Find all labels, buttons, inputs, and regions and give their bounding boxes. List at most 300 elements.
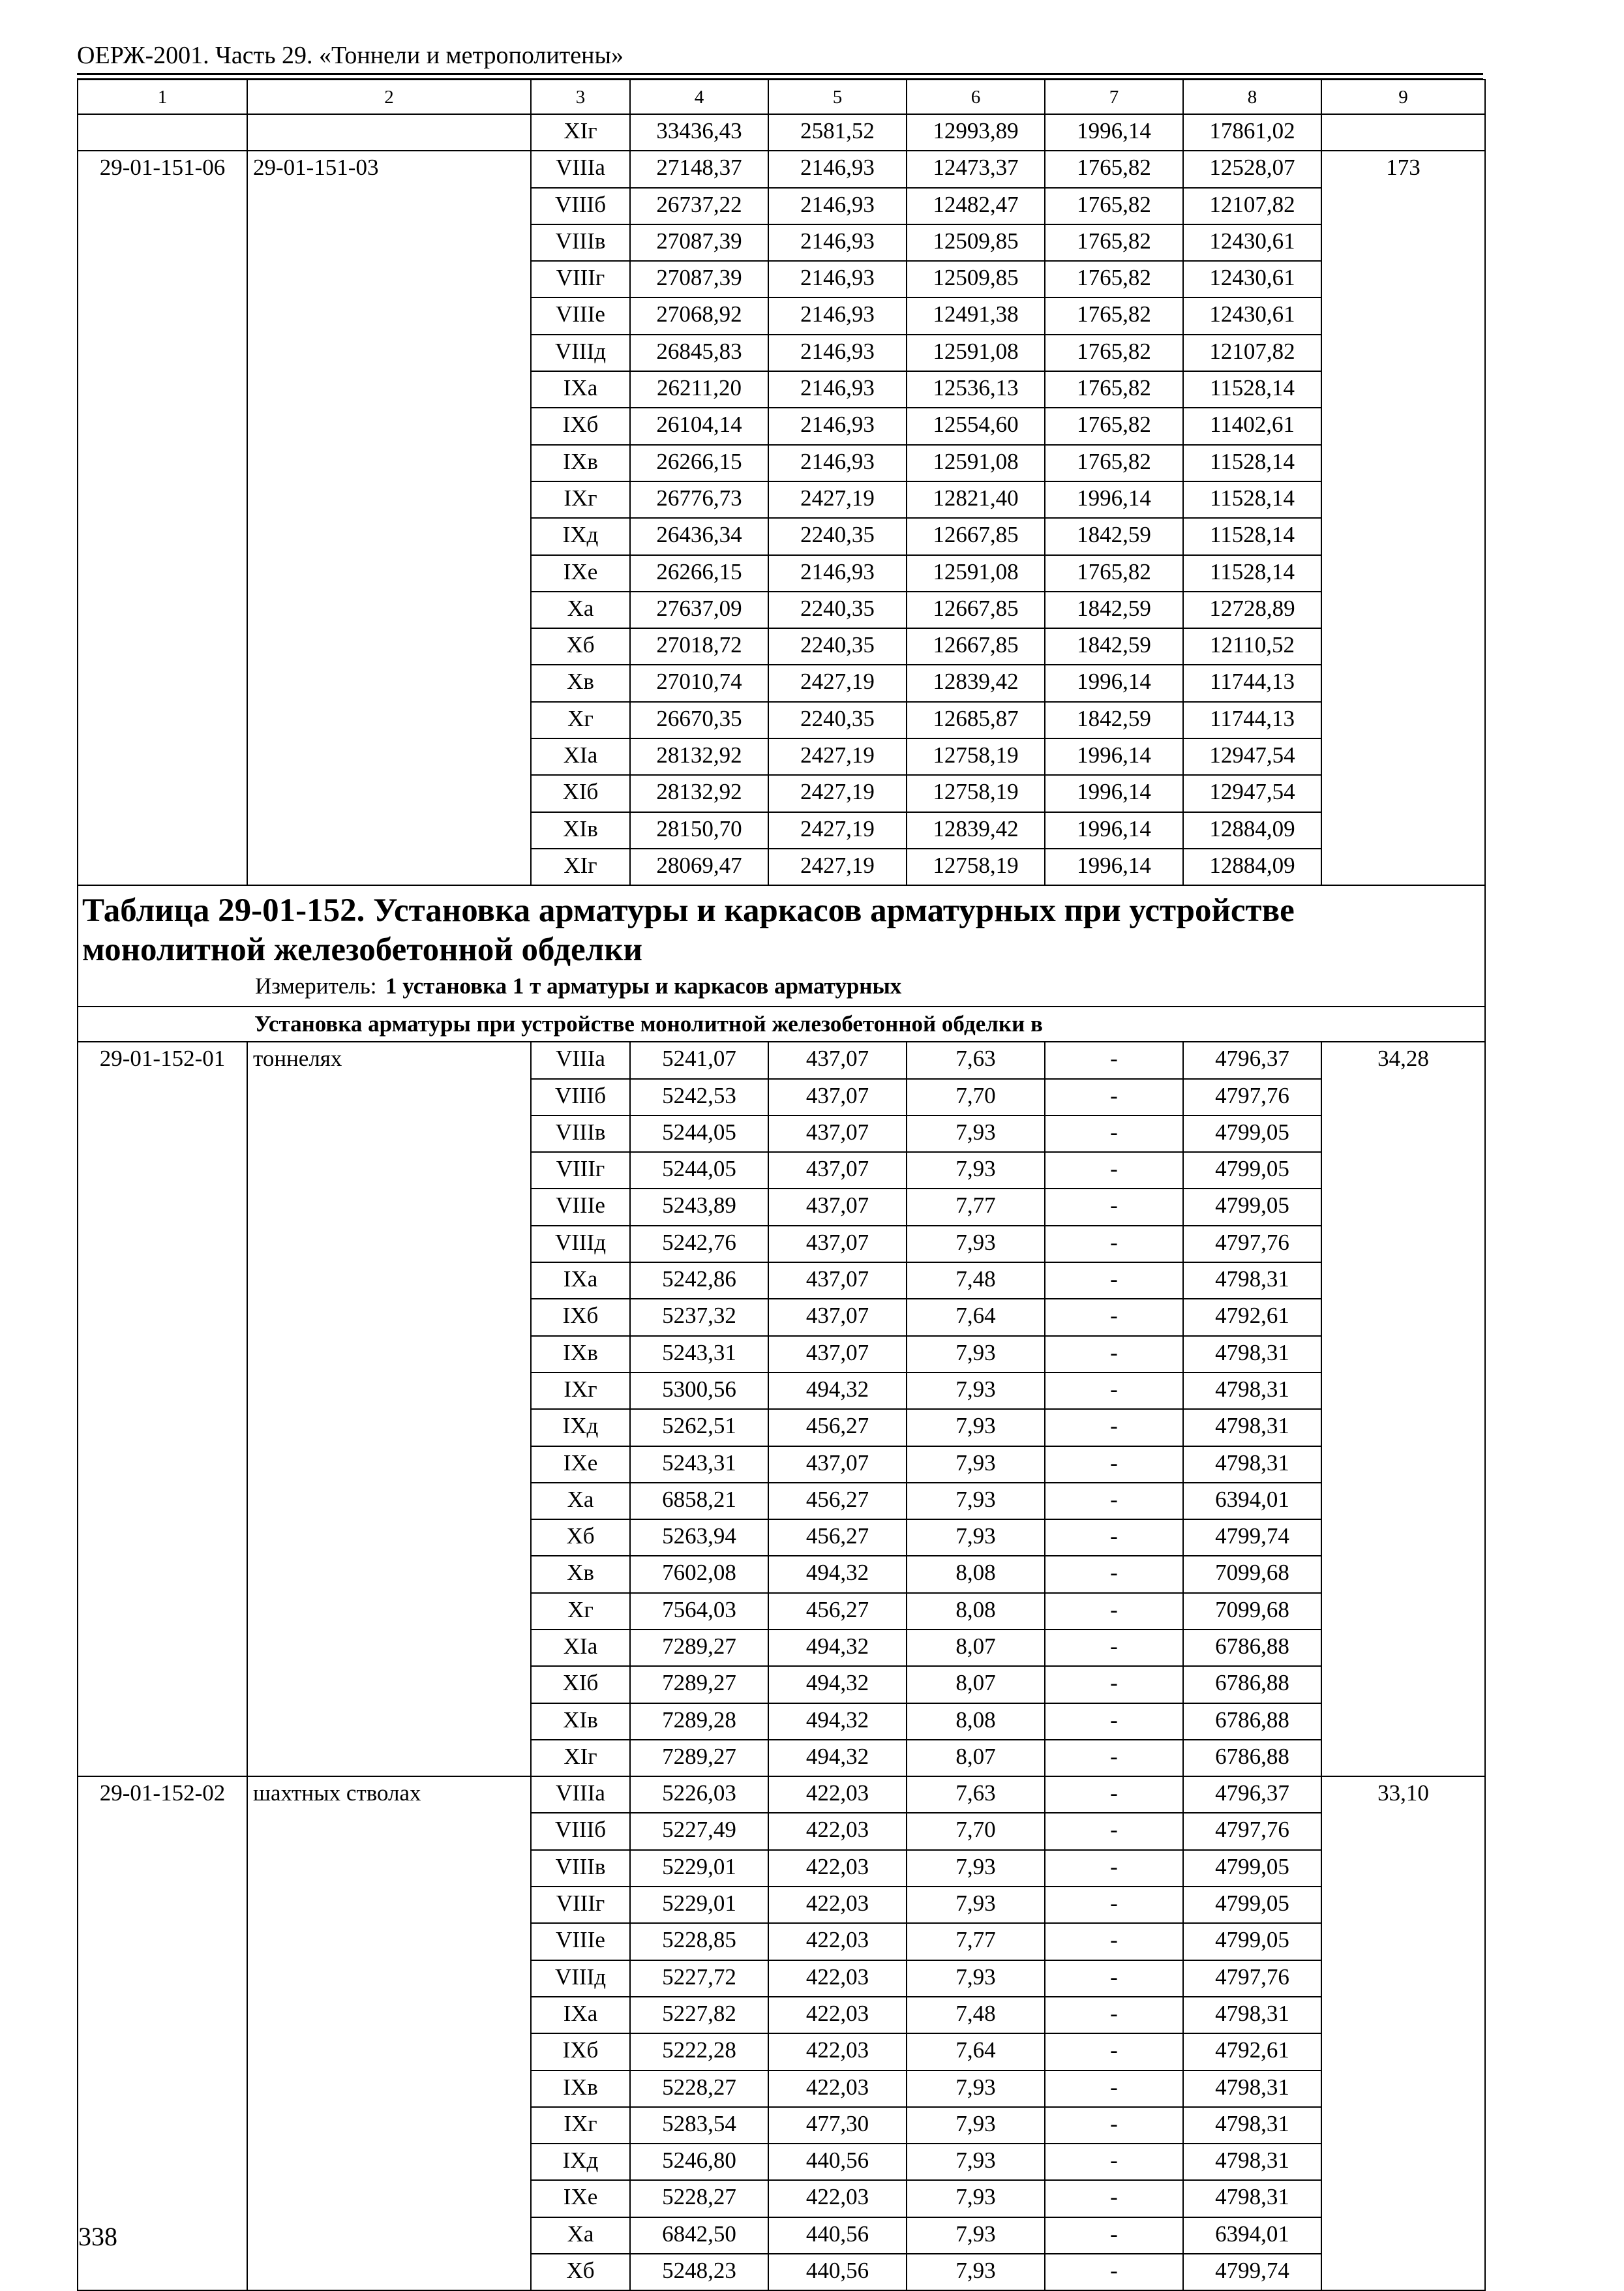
zone-cell: IXв: [531, 445, 630, 481]
code-cell: [78, 224, 247, 261]
table-row: [78, 2033, 1485, 2070]
value-cell: 11402,61: [1183, 408, 1321, 444]
value-cell: 12107,82: [1183, 188, 1321, 224]
code-cell: [78, 518, 247, 554]
table-row: [78, 481, 1485, 518]
value-cell: 7099,68: [1183, 1593, 1321, 1630]
name-cell: [247, 775, 531, 812]
value-cell: 26737,22: [630, 188, 768, 224]
value-cell: 437,07: [768, 1226, 907, 1262]
value-cell: 7,93: [907, 1336, 1045, 1373]
value-cell: 6786,88: [1183, 1703, 1321, 1740]
value-cell: 27087,39: [630, 261, 768, 297]
table-row: [78, 445, 1485, 481]
col9-cell: [1321, 665, 1485, 701]
value-cell: 5241,07: [630, 1042, 768, 1078]
value-cell: 12884,09: [1183, 849, 1321, 885]
value-cell: 477,30: [768, 2107, 907, 2144]
value-cell: 26845,83: [630, 335, 768, 371]
zone-cell: Xб: [531, 1519, 630, 1556]
zone-cell: XIа: [531, 1630, 630, 1666]
code-cell: [78, 2254, 247, 2290]
zone-cell: IXв: [531, 1336, 630, 1373]
table-row: [78, 1813, 1485, 1849]
value-cell: 7,93: [907, 1483, 1045, 1519]
value-cell: 437,07: [768, 1262, 907, 1299]
code-cell: [78, 261, 247, 297]
name-cell: [247, 481, 531, 518]
running-header: ОЕРЖ-2001. Часть 29. «Тоннели и метрополитены»: [77, 42, 624, 69]
zone-cell: XIв: [531, 812, 630, 849]
value-cell: 422,03: [768, 2033, 907, 2070]
value-cell: 7,77: [907, 1923, 1045, 1960]
value-cell: 27010,74: [630, 665, 768, 701]
code-cell: [78, 1409, 247, 1446]
value-cell: -: [1045, 1740, 1183, 1776]
value-cell: 5242,76: [630, 1226, 768, 1262]
value-cell: 4798,31: [1183, 2071, 1321, 2107]
col9-cell: [1321, 1152, 1485, 1189]
value-cell: 7564,03: [630, 1593, 768, 1630]
value-cell: 6786,88: [1183, 1630, 1321, 1666]
value-cell: 7,48: [907, 1262, 1045, 1299]
value-cell: 5243,31: [630, 1446, 768, 1483]
value-cell: 5228,27: [630, 2071, 768, 2107]
code-cell: [78, 1997, 247, 2033]
value-cell: 4798,31: [1183, 1997, 1321, 2033]
value-cell: 7,64: [907, 1299, 1045, 1335]
value-cell: -: [1045, 1850, 1183, 1887]
name-cell: [247, 297, 531, 334]
value-cell: 1765,82: [1045, 188, 1183, 224]
col9-cell: [1321, 2217, 1485, 2254]
code-cell: [78, 335, 247, 371]
zone-cell: IXв: [531, 2071, 630, 2107]
col-number: 7: [1045, 80, 1183, 114]
table-row: [78, 297, 1485, 334]
value-cell: 12667,85: [907, 518, 1045, 554]
zone-cell: VIIIв: [531, 1115, 630, 1152]
table-row: [78, 2180, 1485, 2217]
table-row: [78, 1336, 1485, 1373]
value-cell: 12758,19: [907, 775, 1045, 812]
value-cell: 27018,72: [630, 628, 768, 665]
value-cell: 2240,35: [768, 592, 907, 628]
value-cell: 2146,93: [768, 297, 907, 334]
name-cell: [247, 2254, 531, 2290]
name-cell: [247, 408, 531, 444]
code-cell: [78, 665, 247, 701]
code-cell: [78, 188, 247, 224]
value-cell: 1996,14: [1045, 812, 1183, 849]
table-row: [78, 1189, 1485, 1225]
col-number: 6: [907, 80, 1045, 114]
name-cell: 29-01-151-03: [247, 151, 531, 187]
code-cell: [78, 481, 247, 518]
zone-cell: IXд: [531, 518, 630, 554]
value-cell: -: [1045, 2217, 1183, 2254]
value-cell: 1765,82: [1045, 408, 1183, 444]
table-row: [78, 849, 1485, 885]
value-cell: 5244,05: [630, 1152, 768, 1189]
name-cell: [247, 1630, 531, 1666]
value-cell: 494,32: [768, 1740, 907, 1776]
subheading-row: [78, 1007, 1485, 1042]
table-row: [78, 371, 1485, 408]
value-cell: 12430,61: [1183, 224, 1321, 261]
code-cell: [78, 555, 247, 592]
name-cell: [247, 1813, 531, 1849]
value-cell: 437,07: [768, 1115, 907, 1152]
value-cell: 27148,37: [630, 151, 768, 187]
name-cell: [247, 702, 531, 738]
value-cell: 7,93: [907, 1226, 1045, 1262]
value-cell: 12947,54: [1183, 738, 1321, 775]
col9-cell: [1321, 738, 1485, 775]
value-cell: 1996,14: [1045, 481, 1183, 518]
value-cell: 4798,31: [1183, 1262, 1321, 1299]
code-cell: [78, 1373, 247, 1409]
value-cell: 7,93: [907, 1446, 1045, 1483]
value-cell: 4798,31: [1183, 1446, 1321, 1483]
table-row: [78, 1666, 1485, 1703]
zone-cell: VIIIб: [531, 1079, 630, 1115]
table-row: [78, 1960, 1485, 1997]
table-row: [78, 592, 1485, 628]
name-cell: тоннелях: [247, 1042, 531, 1078]
zone-cell: IXа: [531, 1997, 630, 2033]
value-cell: 5229,01: [630, 1887, 768, 1923]
code-cell: [78, 1152, 247, 1189]
value-cell: 440,56: [768, 2144, 907, 2180]
table-row: [78, 812, 1485, 849]
code-cell: 29-01-152-01: [78, 1042, 247, 1078]
zone-cell: Xа: [531, 592, 630, 628]
value-cell: -: [1045, 1630, 1183, 1666]
col9-cell: [1321, 812, 1485, 849]
value-cell: 7,93: [907, 2180, 1045, 2217]
zone-cell: VIIIе: [531, 297, 630, 334]
col9-cell: [1321, 408, 1485, 444]
table-row: [78, 1409, 1485, 1446]
value-cell: 7,93: [907, 1373, 1045, 1409]
value-cell: 2240,35: [768, 702, 907, 738]
page-number: 338: [78, 2222, 117, 2251]
code-cell: [78, 1703, 247, 1740]
table-title: Таблица 29-01-152. Установка арматуры и каркасов арматурных при устройстве монолитной железобетонной обделки: [82, 892, 1295, 969]
name-cell: [247, 224, 531, 261]
zone-cell: VIIIд: [531, 335, 630, 371]
zone-cell: VIIIг: [531, 261, 630, 297]
code-cell: [78, 1813, 247, 1849]
col9-cell: [1321, 1409, 1485, 1446]
table-row: [78, 2217, 1485, 2254]
code-cell: [78, 1483, 247, 1519]
value-cell: 11528,14: [1183, 481, 1321, 518]
col9-cell: [1321, 1373, 1485, 1409]
value-cell: 437,07: [768, 1189, 907, 1225]
col9-cell: 34,28: [1321, 1042, 1485, 1078]
col9-cell: [1321, 2071, 1485, 2107]
name-cell: [247, 1336, 531, 1373]
value-cell: 7,77: [907, 1189, 1045, 1225]
col9-cell: [1321, 2254, 1485, 2290]
value-cell: 4797,76: [1183, 1226, 1321, 1262]
table-row: [78, 2107, 1485, 2144]
value-cell: 7,70: [907, 1079, 1045, 1115]
value-cell: 12482,47: [907, 188, 1045, 224]
table-row: [78, 1446, 1485, 1483]
zone-cell: VIIIг: [531, 1887, 630, 1923]
value-cell: 422,03: [768, 1776, 907, 1813]
value-cell: 33436,43: [630, 114, 768, 151]
value-cell: 12685,87: [907, 702, 1045, 738]
col9-cell: [1321, 335, 1485, 371]
value-cell: 8,07: [907, 1666, 1045, 1703]
value-cell: 7289,27: [630, 1740, 768, 1776]
value-cell: 12473,37: [907, 151, 1045, 187]
value-cell: 12107,82: [1183, 335, 1321, 371]
code-cell: [78, 1519, 247, 1556]
value-cell: -: [1045, 1887, 1183, 1923]
value-cell: -: [1045, 1409, 1183, 1446]
value-cell: 5300,56: [630, 1373, 768, 1409]
table-row: [78, 1556, 1485, 1592]
value-cell: -: [1045, 1152, 1183, 1189]
table-row: [78, 738, 1485, 775]
name-cell: [247, 1446, 531, 1483]
measure-unit-value: 1 установка 1 т арматуры и каркасов арматурных: [385, 973, 902, 999]
value-cell: 7,93: [907, 2144, 1045, 2180]
name-cell: [247, 1299, 531, 1335]
value-cell: 2146,93: [768, 408, 907, 444]
code-cell: [78, 1299, 247, 1335]
rates-table: [77, 79, 1486, 2291]
value-cell: 11744,13: [1183, 702, 1321, 738]
name-cell: [247, 1226, 531, 1262]
table-row: [78, 1152, 1485, 1189]
value-cell: 2581,52: [768, 114, 907, 151]
table-row: [78, 665, 1485, 701]
code-cell: [78, 114, 247, 151]
value-cell: 27637,09: [630, 592, 768, 628]
name-cell: [247, 445, 531, 481]
name-cell: [247, 2217, 531, 2254]
value-cell: 456,27: [768, 1519, 907, 1556]
value-cell: 4796,37: [1183, 1042, 1321, 1078]
value-cell: 12110,52: [1183, 628, 1321, 665]
col9-cell: [1321, 224, 1485, 261]
value-cell: 1765,82: [1045, 371, 1183, 408]
header-rule-thick: [77, 73, 1483, 75]
name-cell: [247, 1740, 531, 1776]
col9-cell: [1321, 2180, 1485, 2217]
value-cell: 7,70: [907, 1813, 1045, 1849]
table-row: [78, 1519, 1485, 1556]
name-cell: [247, 2180, 531, 2217]
value-cell: 7,93: [907, 1115, 1045, 1152]
value-cell: 5248,23: [630, 2254, 768, 2290]
table-row: [78, 1593, 1485, 1630]
zone-cell: VIIIб: [531, 1813, 630, 1849]
zone-cell: IXг: [531, 481, 630, 518]
code-cell: [78, 371, 247, 408]
value-cell: -: [1045, 2071, 1183, 2107]
value-cell: 6842,50: [630, 2217, 768, 2254]
value-cell: 12591,08: [907, 555, 1045, 592]
zone-cell: Xг: [531, 1593, 630, 1630]
table-row: [78, 775, 1485, 812]
col9-cell: [1321, 1189, 1485, 1225]
table-row: [78, 1776, 1485, 1813]
name-cell: [247, 1115, 531, 1152]
value-cell: 1996,14: [1045, 849, 1183, 885]
value-cell: 12430,61: [1183, 297, 1321, 334]
col9-cell: [1321, 1262, 1485, 1299]
zone-cell: XIг: [531, 849, 630, 885]
value-cell: 12591,08: [907, 335, 1045, 371]
code-cell: [78, 1189, 247, 1225]
value-cell: -: [1045, 2144, 1183, 2180]
zone-cell: Xб: [531, 2254, 630, 2290]
value-cell: 4799,05: [1183, 1189, 1321, 1225]
value-cell: 11528,14: [1183, 518, 1321, 554]
value-cell: 2427,19: [768, 775, 907, 812]
measure-unit-label: Измеритель:: [255, 973, 377, 999]
col9-cell: [1321, 1850, 1485, 1887]
table-row: [78, 1923, 1485, 1960]
col9-cell: [1321, 1887, 1485, 1923]
col9-cell: [1321, 1666, 1485, 1703]
zone-cell: XIв: [531, 1703, 630, 1740]
value-cell: -: [1045, 2254, 1183, 2290]
column-number-row: [78, 80, 1485, 114]
name-cell: [247, 1152, 531, 1189]
col9-cell: [1321, 555, 1485, 592]
value-cell: 26266,15: [630, 445, 768, 481]
code-cell: [78, 1630, 247, 1666]
value-cell: 422,03: [768, 2071, 907, 2107]
value-cell: 4799,05: [1183, 1152, 1321, 1189]
code-cell: [78, 702, 247, 738]
value-cell: 7602,08: [630, 1556, 768, 1592]
value-cell: 4796,37: [1183, 1776, 1321, 1813]
value-cell: 7289,28: [630, 1703, 768, 1740]
value-cell: 7,93: [907, 2071, 1045, 2107]
table-row: [78, 335, 1485, 371]
value-cell: 2146,93: [768, 261, 907, 297]
value-cell: 5227,72: [630, 1960, 768, 1997]
col9-cell: [1321, 261, 1485, 297]
value-cell: 1765,82: [1045, 555, 1183, 592]
value-cell: 494,32: [768, 1556, 907, 1592]
value-cell: 2146,93: [768, 555, 907, 592]
value-cell: 422,03: [768, 1813, 907, 1849]
value-cell: -: [1045, 1960, 1183, 1997]
value-cell: 7,93: [907, 1850, 1045, 1887]
table-row: [78, 628, 1485, 665]
col9-cell: [1321, 188, 1485, 224]
value-cell: -: [1045, 1446, 1183, 1483]
table-row: [78, 1299, 1485, 1335]
code-cell: [78, 1262, 247, 1299]
value-cell: 5243,31: [630, 1336, 768, 1373]
value-cell: 4797,76: [1183, 1813, 1321, 1849]
name-cell: [247, 1997, 531, 2033]
col9-cell: [1321, 1079, 1485, 1115]
value-cell: 2427,19: [768, 481, 907, 518]
value-cell: 437,07: [768, 1336, 907, 1373]
name-cell: шахтных стволах: [247, 1776, 531, 1813]
value-cell: 12947,54: [1183, 775, 1321, 812]
table-row: [78, 1887, 1485, 1923]
zone-cell: IXб: [531, 408, 630, 444]
zone-cell: IXб: [531, 2033, 630, 2070]
value-cell: -: [1045, 1079, 1183, 1115]
value-cell: 1765,82: [1045, 224, 1183, 261]
name-cell: [247, 1189, 531, 1225]
col9-cell: [1321, 1446, 1485, 1483]
zone-cell: XIг: [531, 1740, 630, 1776]
value-cell: 11528,14: [1183, 371, 1321, 408]
table-row: [78, 555, 1485, 592]
code-cell: [78, 1666, 247, 1703]
zone-cell: VIIIг: [531, 1152, 630, 1189]
code-cell: [78, 1850, 247, 1887]
value-cell: 456,27: [768, 1409, 907, 1446]
value-cell: 6786,88: [1183, 1740, 1321, 1776]
value-cell: 8,08: [907, 1556, 1045, 1592]
name-cell: [247, 1887, 531, 1923]
name-cell: [247, 1373, 531, 1409]
value-cell: 7,63: [907, 1042, 1045, 1078]
col9-cell: [1321, 2033, 1485, 2070]
name-cell: [247, 1519, 531, 1556]
value-cell: 7,93: [907, 1409, 1045, 1446]
value-cell: 12554,60: [907, 408, 1045, 444]
table-row: [78, 2071, 1485, 2107]
value-cell: 1842,59: [1045, 702, 1183, 738]
value-cell: 4792,61: [1183, 2033, 1321, 2070]
value-cell: 422,03: [768, 1960, 907, 1997]
value-cell: 5226,03: [630, 1776, 768, 1813]
value-cell: 7289,27: [630, 1630, 768, 1666]
value-cell: 4792,61: [1183, 1299, 1321, 1335]
col-number: 9: [1321, 80, 1485, 114]
value-cell: 494,32: [768, 1373, 907, 1409]
col-number: 4: [630, 80, 768, 114]
zone-cell: IXб: [531, 1299, 630, 1335]
zone-cell: IXе: [531, 1446, 630, 1483]
value-cell: 12821,40: [907, 481, 1045, 518]
value-cell: 2146,93: [768, 335, 907, 371]
col9-cell: [1321, 1115, 1485, 1152]
value-cell: 12667,85: [907, 628, 1045, 665]
value-cell: 5228,85: [630, 1923, 768, 1960]
value-cell: 1996,14: [1045, 114, 1183, 151]
value-cell: 422,03: [768, 2180, 907, 2217]
value-cell: -: [1045, 1923, 1183, 1960]
col9-cell: [1321, 1299, 1485, 1335]
col9-cell: [1321, 849, 1485, 885]
value-cell: -: [1045, 2180, 1183, 2217]
zone-cell: VIIIд: [531, 1960, 630, 1997]
name-cell: [247, 849, 531, 885]
col9-cell: [1321, 592, 1485, 628]
name-cell: [247, 2144, 531, 2180]
value-cell: 2146,93: [768, 371, 907, 408]
col9-cell: [1321, 2144, 1485, 2180]
